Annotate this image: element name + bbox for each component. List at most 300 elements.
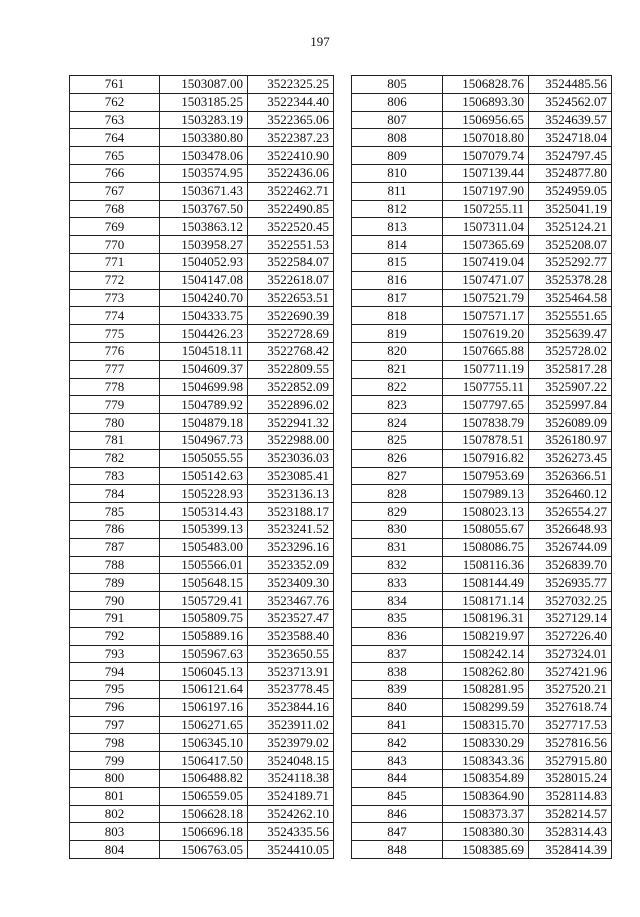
y-coordinate-cell: 3522410.90 — [248, 147, 334, 165]
table-row — [352, 93, 612, 111]
point-number-cell: 780 — [70, 414, 160, 432]
table-row — [352, 716, 612, 734]
y-coordinate-cell: 3522768.42 — [248, 342, 334, 360]
table-row — [352, 538, 612, 556]
x-coordinate-cell: 1507838.79 — [443, 414, 529, 432]
table-row — [70, 396, 334, 414]
point-number-cell: 773 — [70, 289, 160, 307]
table-row — [70, 681, 334, 699]
point-number-cell: 829 — [352, 503, 443, 521]
x-coordinate-cell: 1506893.30 — [443, 93, 529, 111]
y-coordinate-cell: 3522387.23 — [248, 129, 334, 147]
table-row — [70, 200, 334, 218]
coordinates-table-right — [351, 75, 612, 859]
x-coordinate-cell: 1507079.74 — [443, 147, 529, 165]
point-number-cell: 809 — [352, 147, 443, 165]
point-number-cell: 803 — [70, 823, 160, 841]
x-coordinate-cell: 1508343.36 — [443, 752, 529, 770]
x-coordinate-cell: 1508354.89 — [443, 770, 529, 788]
table-row — [352, 271, 612, 289]
point-number-cell: 810 — [352, 164, 443, 182]
table-row — [70, 76, 334, 94]
x-coordinate-cell: 1503185.25 — [160, 93, 248, 111]
table-row — [352, 111, 612, 129]
x-coordinate-cell: 1504333.75 — [160, 307, 248, 325]
table-row — [352, 592, 612, 610]
y-coordinate-cell: 3522852.09 — [248, 378, 334, 396]
point-number-cell: 819 — [352, 325, 443, 343]
y-coordinate-cell: 3525208.07 — [529, 236, 612, 254]
point-number-cell: 843 — [352, 752, 443, 770]
y-coordinate-cell: 3524718.04 — [529, 129, 612, 147]
x-coordinate-cell: 1506956.65 — [443, 111, 529, 129]
y-coordinate-cell: 3526366.51 — [529, 467, 612, 485]
point-number-cell: 769 — [70, 218, 160, 236]
y-coordinate-cell: 3522551.53 — [248, 236, 334, 254]
y-coordinate-cell: 3523352.09 — [248, 556, 334, 574]
point-number-cell: 825 — [352, 431, 443, 449]
x-coordinate-cell: 1508171.14 — [443, 592, 529, 610]
y-coordinate-cell: 3524639.57 — [529, 111, 612, 129]
table-row — [352, 147, 612, 165]
point-number-cell: 783 — [70, 467, 160, 485]
y-coordinate-cell: 3522988.00 — [248, 431, 334, 449]
y-coordinate-cell: 3522490.85 — [248, 200, 334, 218]
table-row — [352, 396, 612, 414]
y-coordinate-cell: 3527129.14 — [529, 609, 612, 627]
point-number-cell: 814 — [352, 236, 443, 254]
y-coordinate-cell: 3525124.21 — [529, 218, 612, 236]
y-coordinate-cell: 3524959.05 — [529, 182, 612, 200]
table-row — [352, 574, 612, 592]
table-row — [70, 467, 334, 485]
point-number-cell: 817 — [352, 289, 443, 307]
x-coordinate-cell: 1507365.69 — [443, 236, 529, 254]
y-coordinate-cell: 3523844.16 — [248, 698, 334, 716]
y-coordinate-cell: 3526554.27 — [529, 503, 612, 521]
table-row — [352, 663, 612, 681]
point-number-cell: 795 — [70, 681, 160, 699]
table-row — [352, 164, 612, 182]
table-row — [70, 236, 334, 254]
table-row — [70, 841, 334, 859]
x-coordinate-cell: 1507797.65 — [443, 396, 529, 414]
table-row — [352, 734, 612, 752]
table-row — [352, 414, 612, 432]
y-coordinate-cell: 3523296.16 — [248, 538, 334, 556]
y-coordinate-cell: 3522344.40 — [248, 93, 334, 111]
table-row — [70, 271, 334, 289]
table-row — [352, 520, 612, 538]
x-coordinate-cell: 1506559.05 — [160, 787, 248, 805]
x-coordinate-cell: 1508023.13 — [443, 503, 529, 521]
table-row — [352, 645, 612, 663]
point-number-cell: 782 — [70, 449, 160, 467]
point-number-cell: 831 — [352, 538, 443, 556]
point-number-cell: 768 — [70, 200, 160, 218]
y-coordinate-cell: 3526460.12 — [529, 485, 612, 503]
x-coordinate-cell: 1504240.70 — [160, 289, 248, 307]
x-coordinate-cell: 1508116.36 — [443, 556, 529, 574]
point-number-cell: 805 — [352, 76, 443, 94]
table-row — [70, 663, 334, 681]
y-coordinate-cell: 3528114.83 — [529, 787, 612, 805]
x-coordinate-cell: 1503671.43 — [160, 182, 248, 200]
table-row — [352, 752, 612, 770]
point-number-cell: 818 — [352, 307, 443, 325]
x-coordinate-cell: 1505142.63 — [160, 467, 248, 485]
y-coordinate-cell: 3523911.02 — [248, 716, 334, 734]
x-coordinate-cell: 1506488.82 — [160, 770, 248, 788]
y-coordinate-cell: 3524335.56 — [248, 823, 334, 841]
x-coordinate-cell: 1507711.19 — [443, 360, 529, 378]
x-coordinate-cell: 1506628.18 — [160, 805, 248, 823]
point-number-cell: 823 — [352, 396, 443, 414]
table-row — [70, 289, 334, 307]
point-number-cell: 784 — [70, 485, 160, 503]
point-number-cell: 827 — [352, 467, 443, 485]
y-coordinate-cell: 3524562.07 — [529, 93, 612, 111]
x-coordinate-cell: 1506696.18 — [160, 823, 248, 841]
table-row — [70, 503, 334, 521]
x-coordinate-cell: 1507619.20 — [443, 325, 529, 343]
y-coordinate-cell: 3525639.47 — [529, 325, 612, 343]
table-row — [70, 449, 334, 467]
table-row — [352, 378, 612, 396]
x-coordinate-cell: 1507255.11 — [443, 200, 529, 218]
x-coordinate-cell: 1505483.00 — [160, 538, 248, 556]
point-number-cell: 762 — [70, 93, 160, 111]
x-coordinate-cell: 1503380.80 — [160, 129, 248, 147]
point-number-cell: 837 — [352, 645, 443, 663]
table-row — [70, 716, 334, 734]
y-coordinate-cell: 3528414.39 — [529, 841, 612, 859]
x-coordinate-cell: 1506345.10 — [160, 734, 248, 752]
table-row — [352, 823, 612, 841]
point-number-cell: 804 — [70, 841, 160, 859]
table-row — [70, 218, 334, 236]
point-number-cell: 800 — [70, 770, 160, 788]
table-row — [352, 787, 612, 805]
y-coordinate-cell: 3524189.71 — [248, 787, 334, 805]
point-number-cell: 828 — [352, 485, 443, 503]
table-row — [70, 592, 334, 610]
x-coordinate-cell: 1507916.82 — [443, 449, 529, 467]
y-coordinate-cell: 3522618.07 — [248, 271, 334, 289]
point-number-cell: 812 — [352, 200, 443, 218]
table-row — [352, 609, 612, 627]
x-coordinate-cell: 1505228.93 — [160, 485, 248, 503]
point-number-cell: 845 — [352, 787, 443, 805]
point-number-cell: 848 — [352, 841, 443, 859]
x-coordinate-cell: 1507953.69 — [443, 467, 529, 485]
x-coordinate-cell: 1505314.43 — [160, 503, 248, 521]
point-number-cell: 767 — [70, 182, 160, 200]
y-coordinate-cell: 3523085.41 — [248, 467, 334, 485]
table-row — [352, 556, 612, 574]
y-coordinate-cell: 3527520.21 — [529, 681, 612, 699]
y-coordinate-cell: 3522809.55 — [248, 360, 334, 378]
point-number-cell: 774 — [70, 307, 160, 325]
y-coordinate-cell: 3523136.13 — [248, 485, 334, 503]
point-number-cell: 846 — [352, 805, 443, 823]
x-coordinate-cell: 1508373.37 — [443, 805, 529, 823]
table-row — [352, 129, 612, 147]
x-coordinate-cell: 1503478.06 — [160, 147, 248, 165]
x-coordinate-cell: 1507878.51 — [443, 431, 529, 449]
x-coordinate-cell: 1504699.98 — [160, 378, 248, 396]
y-coordinate-cell: 3527717.53 — [529, 716, 612, 734]
y-coordinate-cell: 3527618.74 — [529, 698, 612, 716]
point-number-cell: 788 — [70, 556, 160, 574]
table-row — [352, 253, 612, 271]
point-number-cell: 776 — [70, 342, 160, 360]
y-coordinate-cell: 3526180.97 — [529, 431, 612, 449]
point-number-cell: 797 — [70, 716, 160, 734]
y-coordinate-cell: 3528015.24 — [529, 770, 612, 788]
x-coordinate-cell: 1506763.05 — [160, 841, 248, 859]
table-row — [352, 627, 612, 645]
y-coordinate-cell: 3525378.28 — [529, 271, 612, 289]
y-coordinate-cell: 3526089.09 — [529, 414, 612, 432]
x-coordinate-cell: 1504426.23 — [160, 325, 248, 343]
table-row — [352, 342, 612, 360]
point-number-cell: 832 — [352, 556, 443, 574]
y-coordinate-cell: 3526648.93 — [529, 520, 612, 538]
x-coordinate-cell: 1507471.07 — [443, 271, 529, 289]
y-coordinate-cell: 3524048.15 — [248, 752, 334, 770]
point-number-cell: 791 — [70, 609, 160, 627]
y-coordinate-cell: 3524118.38 — [248, 770, 334, 788]
x-coordinate-cell: 1504052.93 — [160, 253, 248, 271]
x-coordinate-cell: 1508144.49 — [443, 574, 529, 592]
x-coordinate-cell: 1503863.12 — [160, 218, 248, 236]
table-row — [70, 307, 334, 325]
point-number-cell: 775 — [70, 325, 160, 343]
y-coordinate-cell: 3527324.01 — [529, 645, 612, 663]
x-coordinate-cell: 1507419.04 — [443, 253, 529, 271]
point-number-cell: 808 — [352, 129, 443, 147]
x-coordinate-cell: 1506271.65 — [160, 716, 248, 734]
table-row — [70, 574, 334, 592]
table-row — [352, 325, 612, 343]
point-number-cell: 836 — [352, 627, 443, 645]
point-number-cell: 826 — [352, 449, 443, 467]
table-row — [352, 485, 612, 503]
x-coordinate-cell: 1504147.08 — [160, 271, 248, 289]
x-coordinate-cell: 1507018.80 — [443, 129, 529, 147]
point-number-cell: 815 — [352, 253, 443, 271]
table-row — [70, 325, 334, 343]
point-number-cell: 824 — [352, 414, 443, 432]
table-row — [70, 111, 334, 129]
y-coordinate-cell: 3524797.45 — [529, 147, 612, 165]
table-row — [70, 698, 334, 716]
x-coordinate-cell: 1505648.15 — [160, 574, 248, 592]
x-coordinate-cell: 1506197.16 — [160, 698, 248, 716]
point-number-cell: 834 — [352, 592, 443, 610]
table-row — [352, 805, 612, 823]
y-coordinate-cell: 3522436.06 — [248, 164, 334, 182]
y-coordinate-cell: 3525551.65 — [529, 307, 612, 325]
table-row — [352, 182, 612, 200]
table-row — [70, 431, 334, 449]
x-coordinate-cell: 1505399.13 — [160, 520, 248, 538]
x-coordinate-cell: 1505967.63 — [160, 645, 248, 663]
y-coordinate-cell: 3523409.30 — [248, 574, 334, 592]
x-coordinate-cell: 1508055.67 — [443, 520, 529, 538]
point-number-cell: 838 — [352, 663, 443, 681]
table-row — [70, 93, 334, 111]
point-number-cell: 792 — [70, 627, 160, 645]
point-number-cell: 786 — [70, 520, 160, 538]
point-number-cell: 779 — [70, 396, 160, 414]
y-coordinate-cell: 3527816.56 — [529, 734, 612, 752]
y-coordinate-cell: 3522728.69 — [248, 325, 334, 343]
table-row — [70, 805, 334, 823]
x-coordinate-cell: 1508242.14 — [443, 645, 529, 663]
y-coordinate-cell: 3525997.84 — [529, 396, 612, 414]
y-coordinate-cell: 3523979.02 — [248, 734, 334, 752]
point-number-cell: 820 — [352, 342, 443, 360]
point-number-cell: 807 — [352, 111, 443, 129]
x-coordinate-cell: 1508299.59 — [443, 698, 529, 716]
x-coordinate-cell: 1505566.01 — [160, 556, 248, 574]
y-coordinate-cell: 3524877.80 — [529, 164, 612, 182]
table-row — [70, 342, 334, 360]
y-coordinate-cell: 3522690.39 — [248, 307, 334, 325]
x-coordinate-cell: 1508380.30 — [443, 823, 529, 841]
x-coordinate-cell: 1508315.70 — [443, 716, 529, 734]
y-coordinate-cell: 3523650.55 — [248, 645, 334, 663]
point-number-cell: 763 — [70, 111, 160, 129]
x-coordinate-cell: 1507571.17 — [443, 307, 529, 325]
table-row — [70, 752, 334, 770]
table-row — [352, 218, 612, 236]
x-coordinate-cell: 1507665.88 — [443, 342, 529, 360]
x-coordinate-cell: 1504518.11 — [160, 342, 248, 360]
point-number-cell: 796 — [70, 698, 160, 716]
y-coordinate-cell: 3522653.51 — [248, 289, 334, 307]
y-coordinate-cell: 3523588.40 — [248, 627, 334, 645]
point-number-cell: 777 — [70, 360, 160, 378]
point-number-cell: 785 — [70, 503, 160, 521]
x-coordinate-cell: 1507989.13 — [443, 485, 529, 503]
point-number-cell: 790 — [70, 592, 160, 610]
table-row — [70, 253, 334, 271]
y-coordinate-cell: 3525041.19 — [529, 200, 612, 218]
table-row — [70, 770, 334, 788]
table-row — [70, 627, 334, 645]
y-coordinate-cell: 3522365.06 — [248, 111, 334, 129]
x-coordinate-cell: 1504879.18 — [160, 414, 248, 432]
y-coordinate-cell: 3522941.32 — [248, 414, 334, 432]
x-coordinate-cell: 1503087.00 — [160, 76, 248, 94]
point-number-cell: 772 — [70, 271, 160, 289]
y-coordinate-cell: 3526839.70 — [529, 556, 612, 574]
x-coordinate-cell: 1503283.19 — [160, 111, 248, 129]
x-coordinate-cell: 1507311.04 — [443, 218, 529, 236]
table-row — [70, 787, 334, 805]
y-coordinate-cell: 3527032.25 — [529, 592, 612, 610]
table-row — [70, 147, 334, 165]
table-row — [70, 538, 334, 556]
point-number-cell: 840 — [352, 698, 443, 716]
x-coordinate-cell: 1504609.37 — [160, 360, 248, 378]
table-row — [70, 414, 334, 432]
x-coordinate-cell: 1508196.31 — [443, 609, 529, 627]
y-coordinate-cell: 3527421.96 — [529, 663, 612, 681]
x-coordinate-cell: 1503767.50 — [160, 200, 248, 218]
y-coordinate-cell: 3523713.91 — [248, 663, 334, 681]
x-coordinate-cell: 1503958.27 — [160, 236, 248, 254]
y-coordinate-cell: 3527226.40 — [529, 627, 612, 645]
table-row — [70, 164, 334, 182]
table-row — [70, 182, 334, 200]
point-number-cell: 799 — [70, 752, 160, 770]
x-coordinate-cell: 1507197.90 — [443, 182, 529, 200]
x-coordinate-cell: 1506417.50 — [160, 752, 248, 770]
point-number-cell: 787 — [70, 538, 160, 556]
y-coordinate-cell: 3525907.22 — [529, 378, 612, 396]
y-coordinate-cell: 3528214.57 — [529, 805, 612, 823]
point-number-cell: 833 — [352, 574, 443, 592]
point-number-cell: 770 — [70, 236, 160, 254]
y-coordinate-cell: 3523188.17 — [248, 503, 334, 521]
table-row — [70, 129, 334, 147]
table-row — [70, 734, 334, 752]
y-coordinate-cell: 3524410.05 — [248, 841, 334, 859]
point-number-cell: 835 — [352, 609, 443, 627]
table-row — [352, 307, 612, 325]
table-row — [70, 520, 334, 538]
point-number-cell: 794 — [70, 663, 160, 681]
x-coordinate-cell: 1505809.75 — [160, 609, 248, 627]
y-coordinate-cell: 3524262.10 — [248, 805, 334, 823]
y-coordinate-cell: 3522584.07 — [248, 253, 334, 271]
y-coordinate-cell: 3523241.52 — [248, 520, 334, 538]
x-coordinate-cell: 1506828.76 — [443, 76, 529, 94]
table-row — [70, 556, 334, 574]
page-number: 197 — [310, 34, 330, 49]
point-number-cell: 765 — [70, 147, 160, 165]
y-coordinate-cell: 3525728.02 — [529, 342, 612, 360]
table-row — [70, 485, 334, 503]
x-coordinate-cell: 1508330.29 — [443, 734, 529, 752]
y-coordinate-cell: 3526273.45 — [529, 449, 612, 467]
table-row — [352, 76, 612, 94]
x-coordinate-cell: 1507755.11 — [443, 378, 529, 396]
y-coordinate-cell: 3525292.77 — [529, 253, 612, 271]
point-number-cell: 781 — [70, 431, 160, 449]
y-coordinate-cell: 3522325.25 — [248, 76, 334, 94]
point-number-cell: 813 — [352, 218, 443, 236]
point-number-cell: 778 — [70, 378, 160, 396]
point-number-cell: 766 — [70, 164, 160, 182]
y-coordinate-cell: 3522520.45 — [248, 218, 334, 236]
table-row — [352, 841, 612, 859]
y-coordinate-cell: 3523778.45 — [248, 681, 334, 699]
x-coordinate-cell: 1508219.97 — [443, 627, 529, 645]
x-coordinate-cell: 1508385.69 — [443, 841, 529, 859]
y-coordinate-cell: 3522896.02 — [248, 396, 334, 414]
point-number-cell: 801 — [70, 787, 160, 805]
point-number-cell: 839 — [352, 681, 443, 699]
table-row — [70, 645, 334, 663]
point-number-cell: 811 — [352, 182, 443, 200]
table-row — [352, 770, 612, 788]
table-row — [352, 698, 612, 716]
